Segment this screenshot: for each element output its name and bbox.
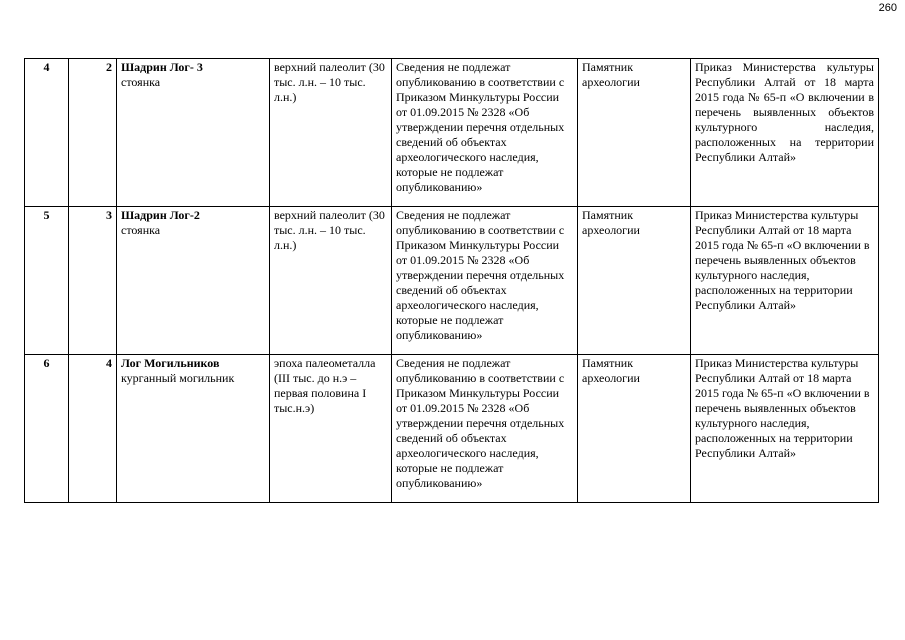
heritage-objects-table — [24, 58, 879, 503]
object-order: Приказ Министерства культуры Республики Алтай от 18 марта 2015 года № 65-п «О включении в перечень выявленных объектов культурного наследия, расположенных на территории Республики Алтай» — [691, 59, 879, 207]
row-subnumber: 2 — [69, 59, 117, 207]
object-type: стоянка — [121, 75, 161, 89]
row-number: 5 — [25, 207, 69, 355]
object-order: Приказ Министерства культуры Республики Алтай от 18 марта 2015 года № 65-п «О включении в перечень выявленных объектов культурного наследия, расположенных на территории Республики Алтай» — [691, 207, 879, 355]
row-subnumber: 3 — [69, 207, 117, 355]
table-row — [25, 207, 879, 355]
object-category: Памятник археологии — [578, 207, 691, 355]
object-type: курганный могильник — [121, 371, 235, 385]
object-category: Памятник археологии — [578, 59, 691, 207]
object-name: Лог Могильников — [121, 356, 220, 370]
object-location: Сведения не подлежат опубликованию в соответствии с Приказом Минкультуры России от 01.09.2015 № 2328 «Об утверждении перечня отдельных сведений об объектах археологического наследия, которые не подлежат опубликованию» — [392, 207, 578, 355]
object-dating: верхний палеолит (30 тыс. л.н. – 10 тыс. л.н.) — [270, 207, 392, 355]
object-cell — [117, 207, 270, 355]
object-cell — [117, 59, 270, 207]
object-order: Приказ Министерства культуры Республики Алтай от 18 марта 2015 года № 65-п «О включении в перечень выявленных объектов культурного наследия, расположенных на территории Республики Алтай» — [691, 355, 879, 503]
row-subnumber: 4 — [69, 355, 117, 503]
object-cell — [117, 355, 270, 503]
object-category: Памятник археологии — [578, 355, 691, 503]
object-name: Шадрин Лог-2 — [121, 208, 200, 222]
object-dating: эпоха палеометалла (III тыс. до н.э – первая половина I тыс.н.э) — [270, 355, 392, 503]
object-location: Сведения не подлежат опубликованию в соответствии с Приказом Минкультуры России от 01.09.2015 № 2328 «Об утверждении перечня отдельных сведений об объектах археологического наследия, которые не подлежат опубликованию» — [392, 355, 578, 503]
object-location: Сведения не подлежат опубликованию в соответствии с Приказом Минкультуры России от 01.09.2015 № 2328 «Об утверждении перечня отдельных сведений об объектах археологического наследия, которые не подлежат опубликованию» — [392, 59, 578, 207]
row-number: 4 — [25, 59, 69, 207]
object-dating: верхний палеолит (30 тыс. л.н. – 10 тыс. л.н.) — [270, 59, 392, 207]
table-row — [25, 59, 879, 207]
table-row — [25, 355, 879, 503]
object-name: Шадрин Лог- 3 — [121, 60, 203, 74]
page-number: 260 — [878, 2, 897, 14]
row-number: 6 — [25, 355, 69, 503]
object-type: стоянка — [121, 223, 161, 237]
